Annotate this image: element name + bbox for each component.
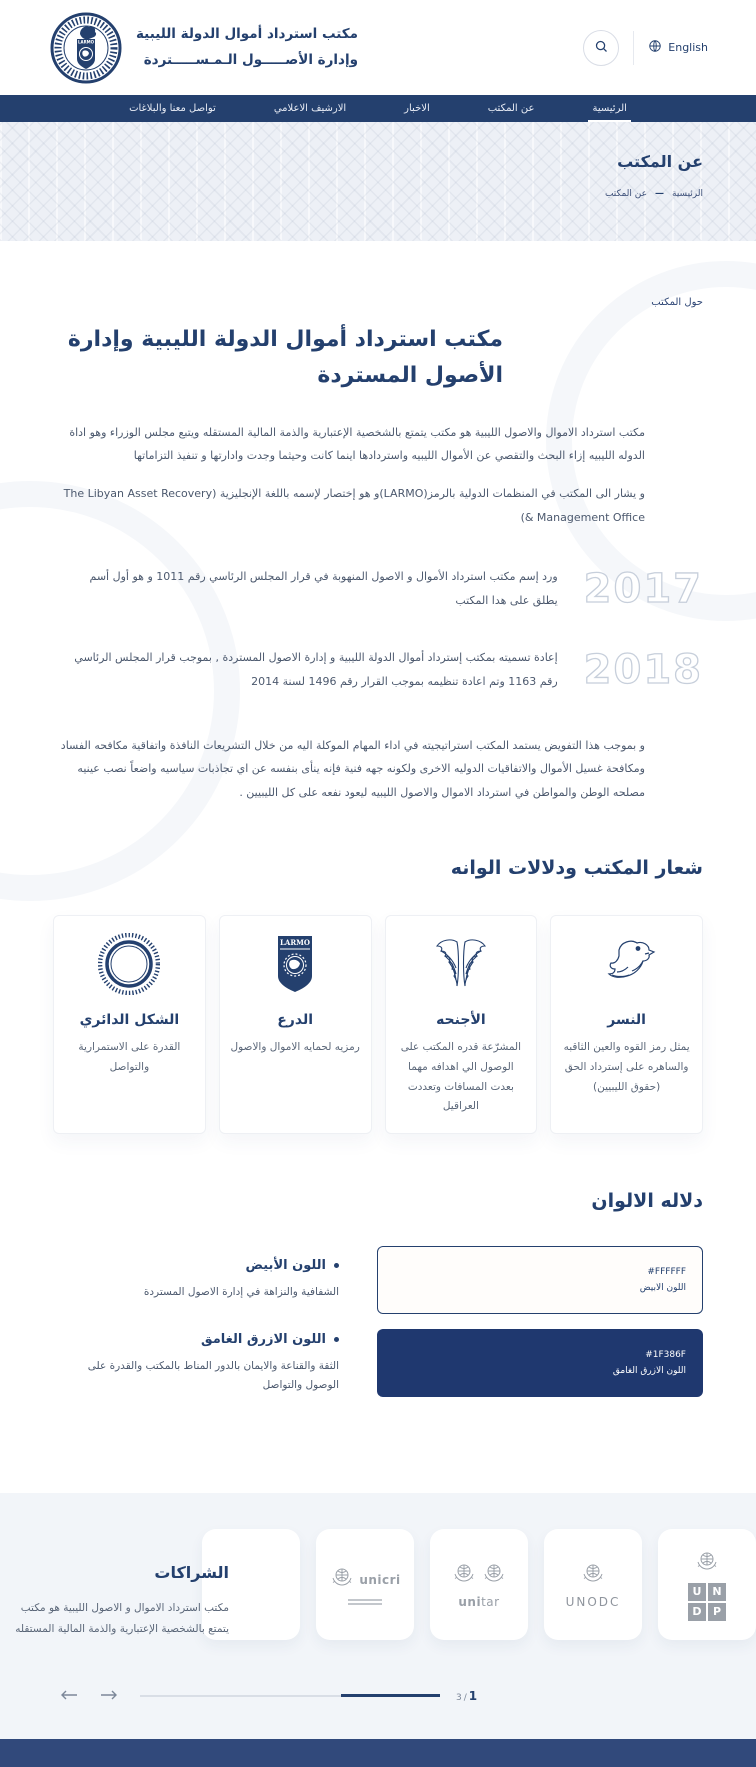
circle-icon [98,933,160,999]
about-kicker: حول المكتب [651,297,703,308]
un-emblem-icon [580,1561,606,1591]
symbol-description: القدرة على الاستمرارية والتواصل [78,1040,181,1073]
main-content [0,241,756,1493]
partner-card-unicri[interactable] [316,1529,414,1640]
search-icon [594,39,609,57]
nav-item-4[interactable]: تواصل معنا والبلاغات [129,103,216,114]
symbol-description: يمثل رمز القوه والعين الثاقبه والساهره على إسترداد الحق (حقوق الليبيين) [563,1040,690,1093]
search-button[interactable] [583,30,619,66]
partners-description: مكتب استرداد الاموال و الاصول الليبية هو مكتب يتمتع بالشخصية الإعتبارية والذمة المالية المستقله [15,1602,229,1636]
pagination-separator: / [463,1692,467,1703]
color-name: اللون الازرق الغامق [53,1332,339,1347]
timeline [53,565,703,694]
symbol-description: المشرّعة قدره المكتب على الوصول الي اهدافه مهما بعدت المسافات وتعددت العراقيل [400,1040,522,1113]
color-hex: #1F386F [645,1350,686,1361]
color-description: الثقة والقناعة والايمان بالدور المناط بالمكتب والقدرة على الوصول والتواصل [87,1360,339,1391]
color-row [53,1329,703,1397]
about-paragraph-2: و يشار الى المكتب في المنظمات الدولية بالرمز(LARMO)و هو إختصار لإسمه باللغة الإنجليزية (The Libyan Asset Recovery & Management Office) [63,486,645,524]
shield-icon [272,934,318,998]
partner-card-unitar[interactable] [430,1529,528,1640]
breadcrumb [53,189,703,199]
bullet-icon [334,1263,339,1268]
svg-text:LARMO: LARMO [77,39,95,45]
color-name: اللون الأبيض [53,1258,339,1273]
color-row [53,1246,703,1314]
timeline-row [53,646,703,693]
color-hex: #FFFFFF [647,1267,686,1278]
breadcrumb-home[interactable]: الرئيسية [672,189,703,199]
partner-logo-text: U N D P [688,1583,726,1621]
timeline-text: إعادة تسميته بمكتب إسترداد أموال الدولة الليبية و إدارة الاصول المستردة , بموجب قرار المجلس الرئاسي رقم 1163 وتم اعادة تنظيمه بموجب القرار رقم 1496 لسنة 2014 [74,651,558,689]
color-swatch-label: اللون الازرق الغامق [612,1366,686,1377]
symbol-card [385,915,538,1135]
partner-card-unodc[interactable] [544,1529,642,1640]
timeline-row [53,565,703,612]
svg-text:LARMO: LARMO [280,937,311,947]
partner-logo-text: unitar [458,1594,500,1609]
symbol-cards [53,915,703,1135]
logo-section-heading: شعار المكتب ودلالات الوانه [450,856,703,879]
brand-title [136,22,358,73]
arrow-left-icon [60,1688,78,1703]
nav-item-3[interactable]: الارشيف الاعلامي [273,103,347,114]
language-label: English [668,41,708,54]
timeline-text: ورد إسم مكتب استرداد الأموال و الاصول المنهوبة في قرار المجلس الرئاسي رقم 1011 و هو أول أسم يطلق على هدا المكتب [89,570,558,607]
symbol-title: الأجنحه [436,1011,486,1028]
partner-card-undp[interactable] [658,1529,756,1640]
header [0,0,756,95]
timeline-year: 2017 [583,565,703,612]
colors-section-heading: دلاله الالوان [591,1190,703,1213]
timeline-year: 2018 [583,647,703,694]
un-emblem-icon [329,1565,355,1595]
globe-icon [648,39,662,56]
color-rows [53,1246,703,1397]
pagination-track[interactable] [140,1695,440,1697]
wings-icon [429,936,493,996]
color-swatch [377,1329,703,1397]
un-emblem-icon [451,1561,477,1591]
partners-heading: الشراكات [154,1563,229,1583]
brand-title-line1: مكتب استرداد أموال الدولة الليبية [136,25,358,42]
eagle-icon [597,936,657,996]
pagination-total: 3 [456,1692,462,1703]
larmo-logo-icon [50,12,122,84]
color-swatch-label: اللون الابيض [639,1283,686,1294]
header-utilities [583,30,708,66]
bullet-icon [334,1337,339,1342]
symbol-title: النسر [607,1011,646,1028]
arrow-right-icon [100,1688,118,1703]
about-paragraph-3: و بموجب هذا التفويض يستمد المكتب استراتيجيته في اداء المهام الموكلة اليه من خلال التشريعات النافذة واتفاقية مكافحه الفساد ومكافحة غسيل الأموال والاتفاقيات الدوليه الاخرى ولكونه جهه فنية فإنه ينأى بنفسه عن اي تجاذبات سياسيه واضعاً نصب عينيه مصلحه الوطن والمواطن في استرداد الاموال والاصول الليبيه ليعود نفعه على كل الليبيين . [60,738,645,799]
pagination-fill [341,1694,440,1697]
symbol-card [219,915,372,1135]
breadcrumb-separator: — [655,189,664,199]
symbol-title: الشكل الدائري [79,1011,180,1028]
pagination-current: 1 [468,1688,478,1703]
header-divider [633,31,634,65]
brand[interactable] [50,12,358,84]
next-arrow-button[interactable] [96,1684,122,1707]
partner-logo-text: unicri [359,1572,401,1587]
nav-item-0[interactable]: الرئيسية [592,95,626,122]
brand-title-line2: وإدارة الأصـــــول الـمـســـــتردة [143,51,358,68]
hero [0,122,756,241]
un-emblem-icon [694,1549,720,1579]
symbol-description: رمزيه لحمايه الاموال والاصول [230,1040,360,1053]
partner-logos [202,1529,756,1640]
symbol-title: الدرع [277,1011,313,1028]
color-description: الشفافية والنزاهة في إدارة الاصول المستردة [143,1286,339,1299]
partners-pagination [0,1684,756,1707]
main-nav [0,95,756,122]
un-emblem-icon [481,1561,507,1591]
breadcrumb-current: عن المكتب [604,189,647,199]
footer-bottom-bar [0,1739,756,1767]
page-title: عن المكتب [617,152,703,171]
nav-item-1[interactable]: عن المكتب [487,103,535,114]
nav-items [129,95,627,122]
pagination-label [456,1689,477,1703]
language-switcher[interactable] [648,39,708,56]
prev-arrow-button[interactable] [56,1684,82,1707]
color-swatch [377,1246,703,1314]
nav-item-2[interactable]: الاخبار [404,103,430,114]
partner-logo-text: UNODC [565,1594,621,1609]
about-heading: مكتب استرداد أموال الدولة الليبية وإدارة الأصول المستردة [67,327,503,389]
symbol-card [53,915,206,1135]
symbol-card [550,915,703,1135]
about-paragraph-1: مكتب استرداد الاموال والاصول الليبية هو مكتب يتمتع بالشخصية الإعتبارية والذمة المالية المستقله ويتبع مجلس الوزراء وهو اداة الدوله الليبيه إزاء البحث والتقصي عن الأموال الليبيه واستردادها اينما كانت وحيثما وجدت وادارتها و تنفيذ التزاماتها [69,425,645,463]
partners-section [0,1493,756,1739]
